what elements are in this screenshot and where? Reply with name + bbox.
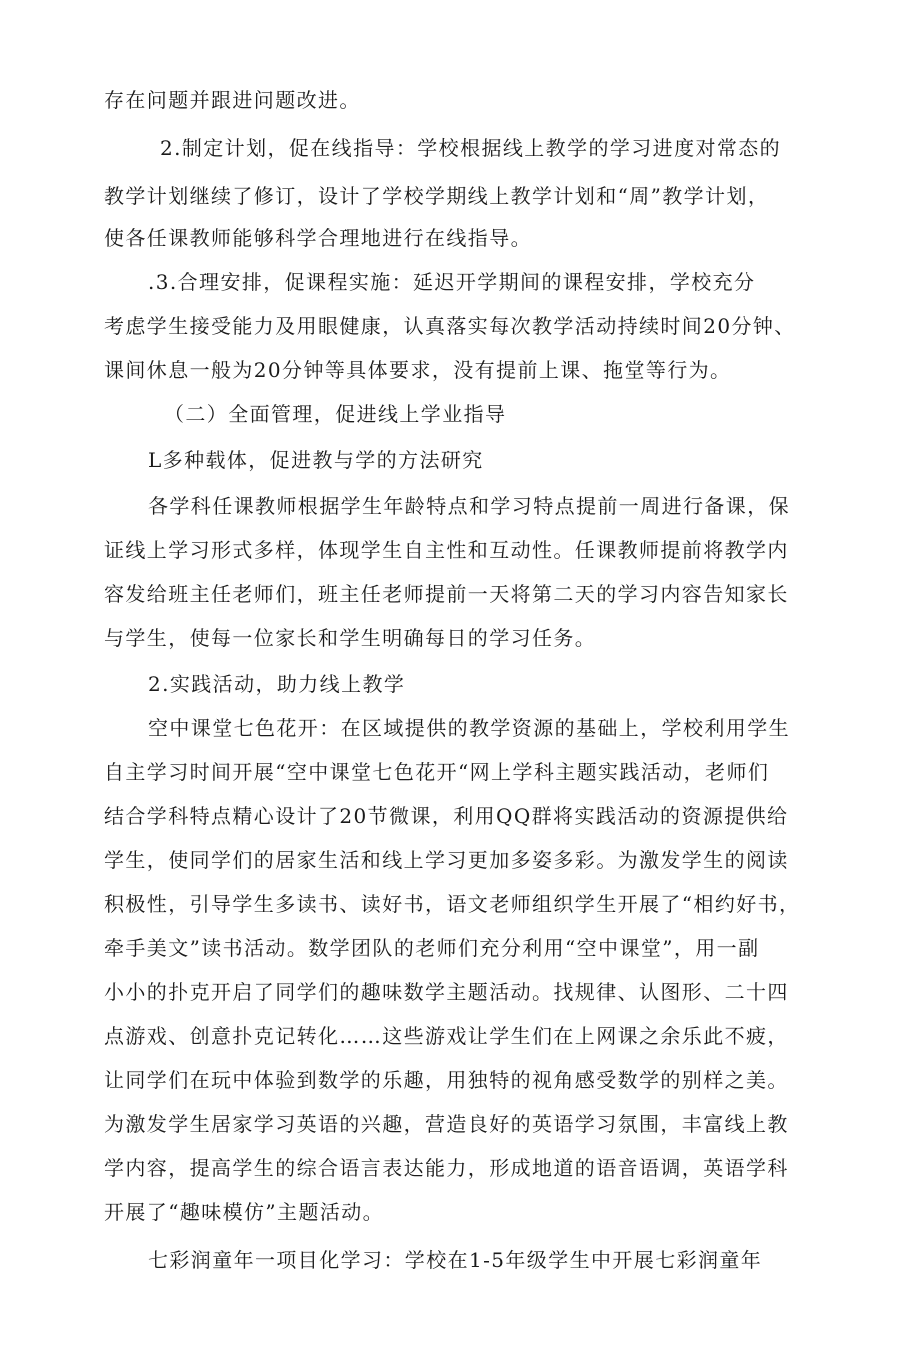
text-line-13: 与学生，使每一位家长和学生明确每日的学习任务。 bbox=[104, 626, 597, 650]
text-line-26: 开展了“趣味模仿”主题活动。 bbox=[104, 1200, 385, 1224]
text-line-2: 2.制定计划，促在线指导：学校根据线上教学的学习进度对常态的 bbox=[160, 136, 782, 160]
text-line-24: 为激发学生居家学习英语的兴趣，营造良好的英语学习氛围，丰富线上教 bbox=[104, 1112, 789, 1136]
section-heading: （二）全面管理，促进线上学业指导 bbox=[164, 402, 507, 426]
text-line-10: 各学科任课教师根据学生年龄特点和学习特点提前一周进行备课，保 bbox=[148, 494, 790, 518]
text-line-6: 考虑学生接受能力及用眼健康，认真落实每次教学活动持续时间20分钟、 bbox=[104, 314, 796, 338]
text-line-7: 课间休息一般为20分钟等具体要求，没有提前上课、拖堂等行为。 bbox=[104, 358, 732, 382]
text-line-4: 使各任课教师能够科学合理地进行在线指导。 bbox=[104, 226, 532, 250]
text-line-27: 七彩润童年一项目化学习：学校在1-5年级学生中开展七彩润童年 bbox=[148, 1248, 763, 1272]
text-line-3: 教学计划继续了修订，设计了学校学期线上教学计划和“周”教学计划， bbox=[104, 184, 770, 208]
text-line-1: 存在问题并跟进问题改进。 bbox=[104, 88, 361, 112]
text-line-5: .3.合理安排，促课程实施：延迟开学期间的课程安排，学校充分 bbox=[148, 270, 756, 294]
subheading-2: 2.实践活动，助力线上教学 bbox=[148, 672, 406, 696]
text-line-20: 牵手美文”读书活动。数学团队的老师们充分利用“空中课堂”，用一副 bbox=[104, 936, 760, 960]
text-line-11: 证线上学习形式多样，体现学生自主性和互动性。任课教师提前将教学内 bbox=[104, 538, 789, 562]
text-line-23: 让同学们在玩中体验到数学的乐趣，用独特的视角感受数学的别样之美。 bbox=[104, 1068, 789, 1092]
subheading-1: L多种载体，促进教与学的方法研究 bbox=[148, 448, 484, 472]
text-line-12: 容发给班主任老师们，班主任老师提前一天将第二天的学习内容告知家长 bbox=[104, 582, 789, 606]
text-line-18: 学生，使同学们的居家生活和线上学习更加多姿多彩。为激发学生的阅读 bbox=[104, 848, 789, 872]
text-line-22: 点游戏、创意扑克记转化……这些游戏让学生们在上网课之余乐此不疲， bbox=[104, 1024, 789, 1048]
text-line-19: 积极性，引导学生多读书、读好书，语文老师组织学生开展了“相约好书， bbox=[104, 892, 801, 916]
text-line-21: 小小的扑克开启了同学们的趣味数学主题活动。找规律、认图形、二十四 bbox=[104, 980, 789, 1004]
text-line-16: 自主学习时间开展“空中课堂七色花开“网上学科主题实践活动，老师们 bbox=[104, 760, 770, 784]
text-line-17: 结合学科特点精心设计了20节微课，利用QQ群将实践活动的资源提供给 bbox=[104, 804, 789, 828]
text-line-25: 学内容，提高学生的综合语言表达能力，形成地道的语音语调，英语学科 bbox=[104, 1156, 789, 1180]
text-line-15: 空中课堂七色花开：在区域提供的教学资源的基础上，学校利用学生 bbox=[148, 716, 790, 740]
